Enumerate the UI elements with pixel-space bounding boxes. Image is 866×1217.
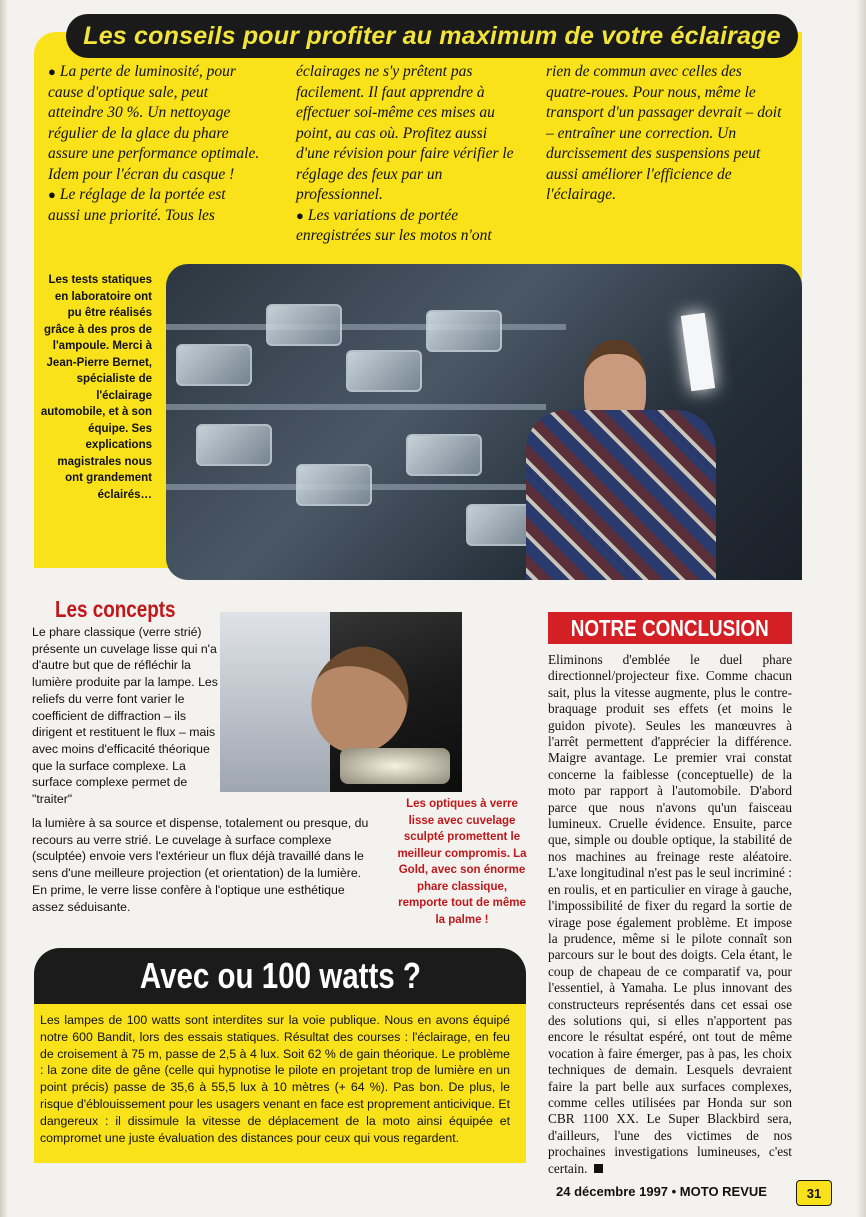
tips-title: Les conseils pour profiter au maximum de votre éclairage: [83, 21, 781, 50]
lab-photo: [166, 264, 802, 580]
tip-paragraph: [546, 62, 782, 206]
headlamp: [340, 748, 450, 784]
watts-banner: [34, 948, 526, 1004]
technician-figure: [526, 340, 726, 580]
optics-photo: [220, 612, 462, 792]
tip-paragraph: [296, 62, 522, 206]
tips-column-3: [546, 62, 782, 206]
tips-banner: [66, 14, 798, 58]
cardigan-shape: [526, 410, 716, 580]
page-number: 31: [796, 1180, 832, 1206]
concepts-text-continued: la lumière à sa source et dispense, totalement ou presque, du recours au verre strié. Le cuvelage à surface complexe (sculptée) envoie vers l'extérieur un flux déjà travaillé dans le sens d'une meilleure projection (et orientation) de la lumière. En prime, le verre lisse confère à l'optique une esthétique assez séduisante.: [32, 816, 369, 914]
headlamp: [266, 304, 342, 346]
concepts-title: Les concepts: [55, 596, 176, 622]
tip-text: La perte de luminosité, pour cause d'optique sale, peut atteindre 30 %. Un nettoyage régulier de la glace du phare assure une performance optimale. Idem pour l'écran du casque !: [48, 63, 260, 183]
page-edge: [856, 0, 866, 1217]
footer-text: 24 décembre 1997 • MOTO REVUE: [556, 1184, 767, 1199]
photo-caption: Les tests statiques en laboratoire ont pu être réalisés grâce à des pros de l'ampoule. Merci à Jean-Pierre Bernet, spécialiste de l'éclairage automobile, et à son équipe. Ses explications magistrales nous ont grandement éclairés…: [40, 274, 152, 501]
watts-text: Les lampes de 100 watts sont interdites sur la voie publique. Nous en avons équipé notre 600 Bandit, lors des essais statiques. Résultat des courses : l'éclairage, en feu de croisement à 75 m, passe de 2,5 à 4 lux. Soit 62 % de gain théorique. Le problème : la zone dite de gêne (celle qui hypnotise le pilote en projetant trop de lumière en un point précis) passe de 35,6 à 55,5 lux à 10 mètres (+ 64 %). Pas bon. De plus, le risque d'éblouissement pour les usagers venant en face est proprement anticivique. Et dangereux : il dissimule la vitesse de déplacement de la moto ainsi équipée et compromet une juste évaluation des distances pour ceux qui vous regardent.: [40, 1013, 510, 1145]
optics-caption: Les optiques à verre lisse avec cuvelage sculpté promettent le meilleur compromis. La Gold, avec son énorme phare classique, remporte tout de même la palme !: [397, 798, 527, 926]
end-mark-icon: [594, 1164, 603, 1173]
tips-column-1: [48, 62, 260, 226]
conclusion-text: [548, 652, 792, 1177]
tips-column-2: [296, 62, 522, 247]
headlamp: [296, 464, 372, 506]
tip-text: Les variations de portée enregistrées sur les motos n'ont: [296, 206, 492, 244]
tip-paragraph: [48, 185, 260, 226]
concepts-text: Le phare classique (verre strié) présente un cuvelage lisse qui n'a d'autre but que de réfléchir la lumière produite par la lampe. Les reliefs du verre font varier le coefficient de diffraction – ils dirigent et restituent le flux – mais avec moins d'efficacité théorique que la surface complexe. La surface complexe permet de "traiter": [32, 625, 218, 807]
headlamp: [196, 424, 272, 466]
shelf: [166, 324, 566, 330]
bullet-icon: ●: [48, 187, 56, 202]
tip-text: Le réglage de la portée est aussi une priorité. Tous les: [48, 186, 226, 224]
conclusion-title: NOTRE CONCLUSION: [570, 614, 770, 641]
conclusion-body: Eliminons d'emblée le duel phare directionnel/projecteur fixe. Comme chacun sait, plus la vitesse augmente, plus le contre-braquage produit ses effets (et moins le guidon pivote). Seules les manœuvres à l'arrêt permettent d'apprécier la différence. Maigre avantage. Le premier vrai constat concerne la faiblesse (conceptuelle) de la moto par rapport à l'automobile. D'abord parce que nous n'avons qu'un faisceau lumineux. Cruelle évidence. Ensuite, parce que, simple ou double optique, la stabilité de nos machines au freinage reste aléatoire. L'axe longitudinal n'est pas le seul incriminé : en roulis, et en particulier en virage à gauche, l'impossibilité de fixer du regard la sortie de virage pose également problème. Et impose la prudence, même si le pilote connaît son parcours sur le bout des doigts. Cela étant, le coup de chapeau de ce comparatif va, pour l'essentiel, à Yamaha. Le plus innovant des constructeurs représentés dans cet essai ose des solutions qui, si elles n'apportent pas encore le résultat espéré, ont tout de même vocation à faire émerger, pas à pas, les choix techniques de demain. Lesquels devraient faire la part belle aux surfaces complexes, comme celles utilisées par Honda sur son CBR 1100 XX. Le Super Blackbird sera, d'ailleurs, l'une des victimes de nos prochaines investigations lumineuses, c'est certain.: [548, 652, 792, 1176]
tip-text: éclairages ne s'y prêtent pas facilement. Il faut apprendre à effectuer soi-même ces mises au point, au cas où. Profitez aussi d'une révision pour faire vérifier le réglage des feux par un professionnel.: [296, 63, 514, 203]
watts-title: Avec ou 100 watts ?: [139, 955, 421, 996]
shelf: [166, 404, 546, 410]
bullet-icon: ●: [48, 64, 56, 79]
tip-paragraph: [48, 62, 260, 185]
tip-text: rien de commun avec celles des quatre-roues. Pour nous, même le transport d'un passager devrait – doit – entraîner une correction. Un durcissement des suspensions peut aussi améliorer l'efficience de l'éclairage.: [546, 63, 782, 203]
tip-paragraph: [296, 206, 522, 247]
page-spine: [0, 0, 8, 1217]
bullet-icon: ●: [296, 207, 304, 223]
headlamp: [346, 350, 422, 392]
headlamp: [406, 434, 482, 476]
headlamp: [426, 310, 502, 352]
conclusion-header: [548, 612, 792, 644]
headlamp: [176, 344, 252, 386]
